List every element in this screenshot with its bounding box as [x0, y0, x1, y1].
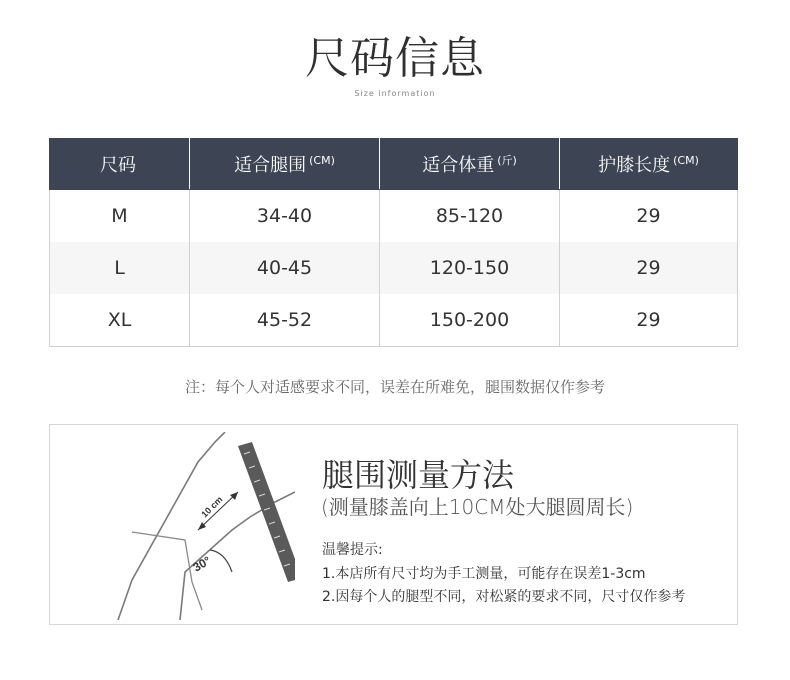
- table-row: [50, 190, 738, 243]
- cell-size: XL: [50, 294, 190, 347]
- size-table: [49, 138, 738, 347]
- cell-leg-circumference: 45-52: [190, 294, 380, 347]
- size-note: 注：每个人对适感要求不同，误差在所难免，腿围数据仅作参考: [184, 378, 605, 396]
- thigh-outline-left: [118, 432, 225, 620]
- tip-item: 2.因每个人的腿型不同，对松紧的要求不同，尺寸仅作参考: [322, 589, 686, 605]
- cell-length: 29: [560, 242, 738, 294]
- table-row: [50, 294, 738, 347]
- header-label: 尺码: [100, 155, 136, 176]
- cell-size: M: [50, 190, 190, 243]
- cell-leg-circumference: 40-45: [190, 242, 380, 294]
- header-leg-circumference: [190, 139, 380, 190]
- tips-title: 温馨提示:: [322, 542, 383, 558]
- cell-length: 29: [560, 190, 738, 243]
- header-label: 适合腿围: [234, 155, 307, 176]
- cell-length: 29: [560, 294, 738, 347]
- measurement-subtitle: (测量膝盖向上10CM处大腿圆周长): [321, 495, 634, 519]
- header-size: [50, 139, 190, 190]
- header-length: [560, 139, 738, 190]
- tip-item: 1.本店所有尺寸均为手工测量，可能存在误差1-3cm: [322, 566, 646, 582]
- page-title: 尺码信息: [305, 33, 485, 84]
- length-label: 10 cm: [199, 494, 225, 520]
- header-unit: (CM): [673, 154, 699, 167]
- header-label: 护膝长度: [598, 155, 671, 176]
- cell-leg-circumference: 34-40: [190, 190, 380, 243]
- leg-outline-right: [180, 492, 295, 620]
- header-unit: (CM): [309, 154, 335, 167]
- measurement-title: 腿围测量方法: [322, 456, 515, 494]
- measurement-panel: [49, 424, 738, 625]
- table-row: [50, 242, 738, 294]
- header-unit: (斤): [497, 154, 517, 167]
- knee-measurement-illustration: [110, 432, 295, 620]
- measuring-tape: [238, 442, 295, 582]
- header-weight: [380, 139, 560, 190]
- knee-crease-line: [132, 532, 202, 610]
- angle-arc: [210, 550, 232, 572]
- cell-weight: 85-120: [380, 190, 560, 243]
- page-subtitle: Size information: [354, 89, 436, 98]
- cell-size: L: [50, 242, 190, 294]
- angle-label: 30°: [190, 553, 214, 575]
- cell-weight: 150-200: [380, 294, 560, 347]
- header-label: 适合体重: [422, 155, 495, 176]
- table-header-row: [50, 139, 738, 190]
- cell-weight: 120-150: [380, 242, 560, 294]
